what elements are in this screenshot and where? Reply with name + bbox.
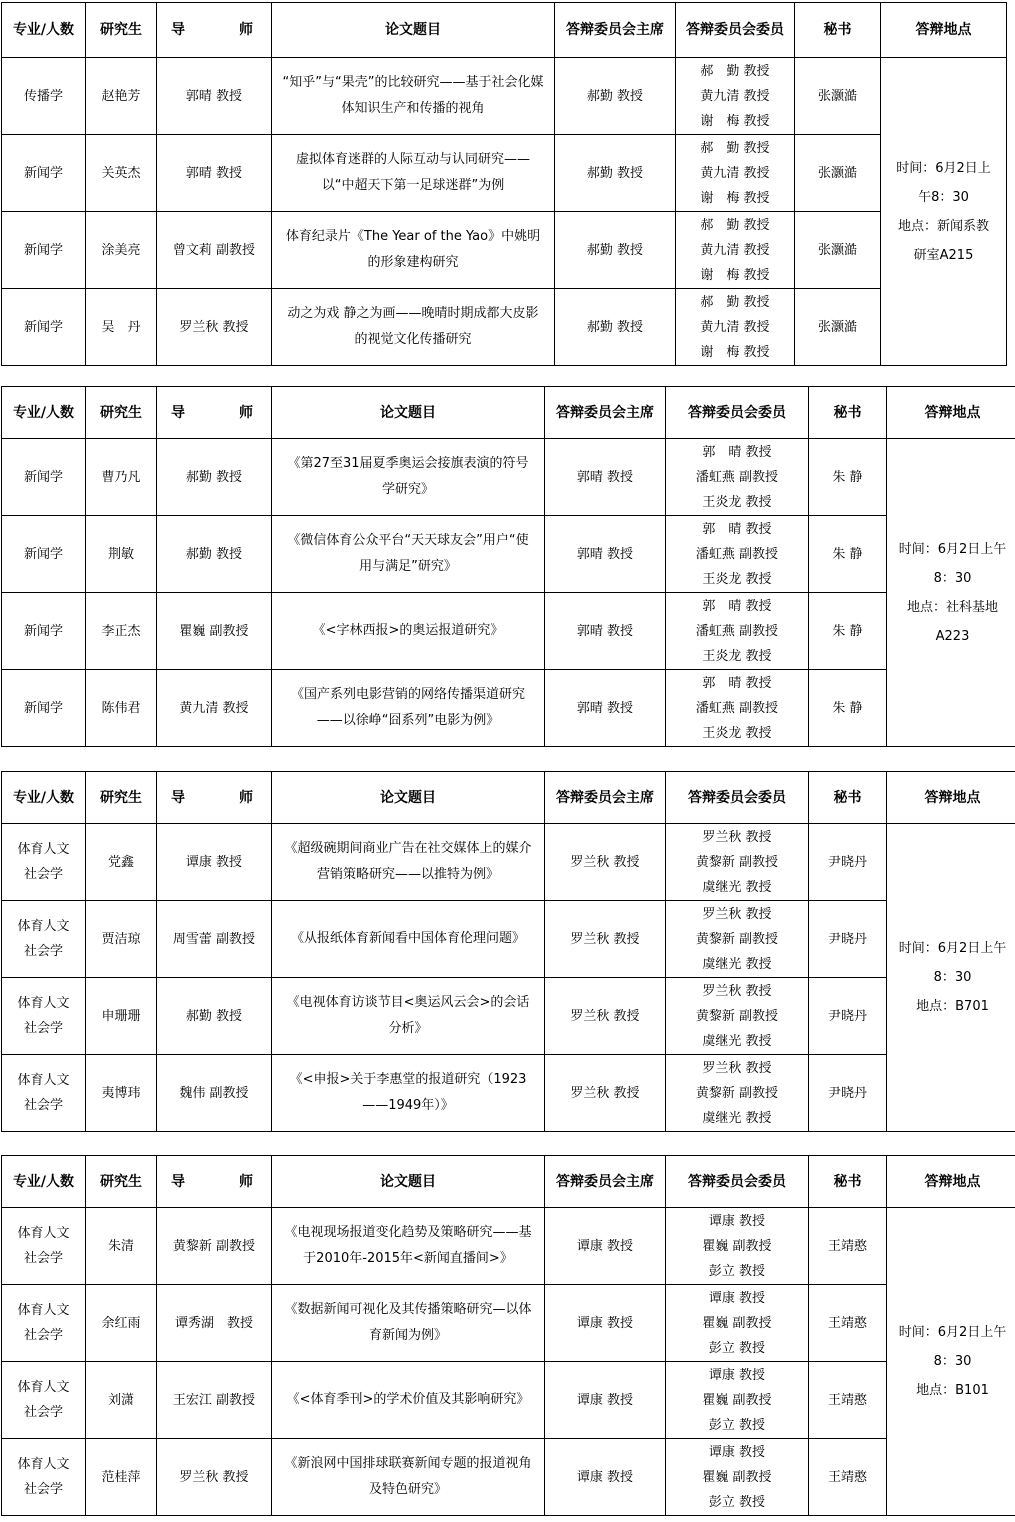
secretary-cell: 朱 静 xyxy=(809,670,887,747)
members-cell xyxy=(666,1055,809,1132)
advisor-cell: 罗兰秋 教授 xyxy=(157,289,272,366)
student-cell: 荆敏 xyxy=(86,516,157,593)
thesis-title-cell: 《微信体育公众平台“天天球友会”用户“使用与满足”研究》 xyxy=(272,516,545,593)
committee-member: 郝 勤 教授 xyxy=(700,217,770,233)
location-line: A223 xyxy=(935,628,970,644)
secretary-cell: 张灏澔 xyxy=(795,135,881,212)
chair-cell: 郭晴 教授 xyxy=(545,593,666,670)
major-cell xyxy=(2,289,86,366)
location-line: 时间：6月2日上午 xyxy=(898,1325,1007,1340)
table-row xyxy=(2,593,1015,670)
chair-cell: 谭康 教授 xyxy=(545,1439,666,1516)
header-members: 答辩委员会委员 xyxy=(676,3,795,58)
committee-member: 瞿巍 副教授 xyxy=(702,1315,772,1331)
header-chair: 答辩委员会主席 xyxy=(555,3,676,58)
student-cell: 贾洁琼 xyxy=(86,901,157,978)
chair-cell: 郝勤 教授 xyxy=(555,135,676,212)
table-row xyxy=(2,670,1015,747)
student-cell: 赵艳芳 xyxy=(86,58,157,135)
header-student: 研究生 xyxy=(86,3,157,58)
advisor-cell: 罗兰秋 教授 xyxy=(157,1439,272,1516)
chair-cell: 谭康 教授 xyxy=(545,1208,666,1285)
committee-member: 瞿巍 副教授 xyxy=(702,1469,772,1485)
table-row xyxy=(2,1362,1015,1439)
major-cell xyxy=(2,1208,86,1285)
committee-member: 虞继光 教授 xyxy=(702,956,772,972)
location-line: 时间：6月2日上午 xyxy=(898,541,1007,557)
major-line: 新闻学 xyxy=(23,546,63,562)
secretary-cell: 朱 静 xyxy=(809,439,887,516)
header-members: 答辩委员会委员 xyxy=(666,772,809,824)
major-line: 社会学 xyxy=(23,1098,63,1113)
chair-cell: 谭康 教授 xyxy=(545,1285,666,1362)
members-cell xyxy=(666,1362,809,1439)
thesis-title-cell: 《数据新闻可视化及其传播策略研究—以体育新闻为例》 xyxy=(272,1285,545,1362)
schedule-table xyxy=(1,2,1007,366)
secretary-cell: 王靖憨 xyxy=(809,1439,887,1516)
header-major: 专业/人数 xyxy=(2,1156,86,1208)
location-line: 时间：6月2日上午 xyxy=(898,941,1007,956)
thesis-title-cell: 《<字林西报>的奥运报道研究》 xyxy=(272,593,545,670)
header-major: 专业/人数 xyxy=(2,387,86,439)
members-cell xyxy=(666,1439,809,1516)
committee-member: 罗兰秋 教授 xyxy=(702,983,772,999)
chair-cell: 谭康 教授 xyxy=(545,1362,666,1439)
members-cell xyxy=(676,58,795,135)
header-row xyxy=(2,1156,1015,1208)
major-line: 体育人文 xyxy=(17,919,70,934)
secretary-cell: 王靖憨 xyxy=(809,1362,887,1439)
student-cell: 党鑫 xyxy=(86,824,157,901)
secretary-cell: 王靖憨 xyxy=(809,1208,887,1285)
chair-cell: 罗兰秋 教授 xyxy=(545,824,666,901)
chair-cell: 郝勤 教授 xyxy=(555,212,676,289)
table-row xyxy=(2,824,1015,901)
chair-cell: 郭晴 教授 xyxy=(545,670,666,747)
header-advisor-char-1: 导 xyxy=(171,1173,185,1190)
committee-member: 王炎龙 教授 xyxy=(702,571,772,587)
student-cell: 涂美亮 xyxy=(86,212,157,289)
thesis-title-cell: 《电视现场报道变化趋势及策略研究——基于2010年-2015年<新闻直播间>》 xyxy=(272,1208,545,1285)
members-cell xyxy=(666,516,809,593)
location-line: 研室A215 xyxy=(913,247,974,263)
table-row xyxy=(2,289,1007,366)
header-advisor-char-1: 导 xyxy=(171,404,185,421)
student-cell: 朱清 xyxy=(86,1208,157,1285)
committee-member: 虞继光 教授 xyxy=(702,1110,772,1126)
major-cell xyxy=(2,1285,86,1362)
secretary-cell: 尹晓丹 xyxy=(809,1055,887,1132)
advisor-cell: 周雪蕾 副教授 xyxy=(157,901,272,978)
location-line: 地点：B101 xyxy=(916,1383,989,1398)
major-cell xyxy=(2,1439,86,1516)
header-advisor-char-2: 师 xyxy=(239,1173,253,1190)
members-cell xyxy=(676,289,795,366)
major-line: 社会学 xyxy=(23,1021,63,1036)
major-line: 体育人文 xyxy=(17,1303,70,1318)
header-members: 答辩委员会委员 xyxy=(666,387,809,439)
table-row xyxy=(2,1439,1015,1516)
location-line: 午8：30 xyxy=(918,189,969,205)
header-advisor-char-2: 师 xyxy=(239,789,253,806)
committee-member: 谭康 教授 xyxy=(708,1367,766,1383)
table-row xyxy=(2,1208,1015,1285)
committee-member: 虞继光 教授 xyxy=(702,879,772,895)
table-row xyxy=(2,135,1007,212)
committee-member: 黄九清 教授 xyxy=(700,88,770,104)
major-line: 新闻学 xyxy=(23,319,63,335)
major-line: 体育人文 xyxy=(17,1380,70,1395)
advisor-cell: 魏伟 副教授 xyxy=(157,1055,272,1132)
committee-member: 谭康 教授 xyxy=(708,1444,766,1460)
thesis-title-cell: 《第27至31届夏季奥运会接旗表演的符号学研究》 xyxy=(272,439,545,516)
location-cell xyxy=(881,58,1007,366)
secretary-cell: 尹晓丹 xyxy=(809,978,887,1055)
location-cell xyxy=(887,1208,1015,1516)
advisor-cell: 郭晴 教授 xyxy=(157,58,272,135)
table-row xyxy=(2,516,1015,593)
header-advisor xyxy=(157,3,272,58)
header-location: 答辩地点 xyxy=(887,1156,1015,1208)
major-cell xyxy=(2,824,86,901)
committee-member: 谭康 教授 xyxy=(708,1290,766,1306)
committee-member: 瞿巍 副教授 xyxy=(702,1238,772,1254)
header-location: 答辩地点 xyxy=(881,3,1007,58)
secretary-cell: 张灏澔 xyxy=(795,289,881,366)
chair-cell: 罗兰秋 教授 xyxy=(545,978,666,1055)
schedule-table xyxy=(1,1155,1015,1516)
location-line: 地点：新闻系教 xyxy=(897,218,989,234)
major-cell xyxy=(2,1055,86,1132)
members-cell xyxy=(666,1285,809,1362)
secretary-cell: 尹晓丹 xyxy=(809,824,887,901)
major-line: 社会学 xyxy=(23,1405,63,1420)
major-line: 新闻学 xyxy=(23,623,63,639)
major-line: 传播学 xyxy=(23,88,63,104)
location-cell xyxy=(887,439,1015,747)
header-major: 专业/人数 xyxy=(2,772,86,824)
advisor-cell: 瞿巍 副教授 xyxy=(157,593,272,670)
major-line: 体育人文 xyxy=(17,1073,70,1088)
chair-cell: 郭晴 教授 xyxy=(545,439,666,516)
committee-member: 黄九清 教授 xyxy=(700,319,770,335)
advisor-cell: 王宏江 副教授 xyxy=(157,1362,272,1439)
header-chair: 答辩委员会主席 xyxy=(545,387,666,439)
header-location: 答辩地点 xyxy=(887,387,1015,439)
header-title: 论文题目 xyxy=(272,1156,545,1208)
committee-member: 郝 勤 教授 xyxy=(700,140,770,156)
student-cell: 李正杰 xyxy=(86,593,157,670)
location-line: 时间：6月2日上 xyxy=(896,160,991,176)
major-line: 社会学 xyxy=(23,1482,63,1497)
committee-member: 谢 梅 教授 xyxy=(700,267,770,283)
advisor-cell: 郭晴 教授 xyxy=(157,135,272,212)
thesis-title-cell: 《电视体育访谈节目<奥运风云会>的会话分析》 xyxy=(272,978,545,1055)
header-members: 答辩委员会委员 xyxy=(666,1156,809,1208)
members-cell xyxy=(666,901,809,978)
location-line: 8：30 xyxy=(933,570,972,586)
major-line: 体育人文 xyxy=(17,996,70,1011)
committee-member: 罗兰秋 教授 xyxy=(702,906,772,922)
major-cell xyxy=(2,593,86,670)
schedule-table xyxy=(1,771,1015,1132)
header-location: 答辩地点 xyxy=(887,772,1015,824)
header-major: 专业/人数 xyxy=(2,3,86,58)
members-cell xyxy=(666,593,809,670)
major-line: 体育人文 xyxy=(17,842,70,857)
major-line: 社会学 xyxy=(23,867,63,882)
thesis-title-cell: 体育纪录片《The Year of the Yao》中姚明的形象建构研究 xyxy=(272,212,555,289)
committee-member: 王炎龙 教授 xyxy=(702,648,772,664)
secretary-cell: 朱 静 xyxy=(809,516,887,593)
chair-cell: 郝勤 教授 xyxy=(555,289,676,366)
header-title: 论文题目 xyxy=(272,772,545,824)
committee-member: 郝 勤 教授 xyxy=(700,294,770,310)
committee-member: 彭立 教授 xyxy=(708,1263,766,1279)
advisor-cell: 谭秀湖 教授 xyxy=(157,1285,272,1362)
header-student: 研究生 xyxy=(86,772,157,824)
members-cell xyxy=(666,824,809,901)
table-row xyxy=(2,1285,1015,1362)
committee-member: 谢 梅 教授 xyxy=(700,344,770,360)
thesis-title-cell: 《<体育季刊>的学术价值及其影响研究》 xyxy=(272,1362,545,1439)
student-cell: 吴 丹 xyxy=(86,289,157,366)
major-cell xyxy=(2,1362,86,1439)
header-advisor xyxy=(157,772,272,824)
committee-member: 虞继光 教授 xyxy=(702,1033,772,1049)
committee-member: 郭 晴 教授 xyxy=(702,675,772,691)
table-row xyxy=(2,901,1015,978)
header-row xyxy=(2,772,1015,824)
header-secretary: 秘书 xyxy=(809,1156,887,1208)
student-cell: 申珊珊 xyxy=(86,978,157,1055)
committee-member: 郭 晴 教授 xyxy=(702,521,772,537)
members-cell xyxy=(666,670,809,747)
major-cell xyxy=(2,670,86,747)
members-cell xyxy=(676,135,795,212)
members-cell xyxy=(676,212,795,289)
student-cell: 陈伟君 xyxy=(86,670,157,747)
major-line: 社会学 xyxy=(23,1328,63,1343)
committee-member: 黄黎新 副教授 xyxy=(695,931,779,947)
header-secretary: 秘书 xyxy=(795,3,881,58)
major-cell xyxy=(2,978,86,1055)
secretary-cell: 尹晓丹 xyxy=(809,901,887,978)
committee-member: 黄黎新 副教授 xyxy=(695,1085,779,1101)
chair-cell: 郭晴 教授 xyxy=(545,516,666,593)
committee-member: 黄黎新 副教授 xyxy=(695,854,779,870)
header-secretary: 秘书 xyxy=(809,387,887,439)
header-row xyxy=(2,3,1007,58)
thesis-title-cell: 动之为戏 静之为画——晚晴时期成都大皮影的视觉文化传播研究 xyxy=(272,289,555,366)
chair-cell: 郝勤 教授 xyxy=(555,58,676,135)
header-secretary: 秘书 xyxy=(809,772,887,824)
table-row xyxy=(2,439,1015,516)
student-cell: 关英杰 xyxy=(86,135,157,212)
major-line: 体育人文 xyxy=(17,1226,70,1241)
committee-member: 郭 晴 教授 xyxy=(702,598,772,614)
advisor-cell: 郝勤 教授 xyxy=(157,439,272,516)
thesis-title-cell: 虚拟体育迷群的人际互动与认同研究——以“中超天下第一足球迷群”为例 xyxy=(272,135,555,212)
advisor-cell: 谭康 教授 xyxy=(157,824,272,901)
header-advisor-char-2: 师 xyxy=(239,404,253,421)
committee-member: 彭立 教授 xyxy=(708,1340,766,1356)
committee-member: 彭立 教授 xyxy=(708,1417,766,1433)
thesis-title-cell: “知乎”与“果壳”的比较研究——基于社会化媒体知识生产和传播的视角 xyxy=(272,58,555,135)
advisor-cell: 黄黎新 副教授 xyxy=(157,1208,272,1285)
location-line: 8：30 xyxy=(933,970,972,985)
student-cell: 曹乃凡 xyxy=(86,439,157,516)
committee-member: 郭 晴 教授 xyxy=(702,444,772,460)
thesis-title-cell: 《<申报>关于李惠堂的报道研究（1923——1949年）》 xyxy=(272,1055,545,1132)
committee-member: 罗兰秋 教授 xyxy=(702,829,772,845)
thesis-title-cell: 《从报纸体育新闻看中国体育伦理问题》 xyxy=(272,901,545,978)
table-row xyxy=(2,58,1007,135)
members-cell xyxy=(666,1208,809,1285)
thesis-title-cell: 《超级碗期间商业广告在社交媒体上的媒介营销策略研究——以推特为例》 xyxy=(272,824,545,901)
student-cell: 范桂萍 xyxy=(86,1439,157,1516)
table-row xyxy=(2,212,1007,289)
major-cell xyxy=(2,901,86,978)
location-cell xyxy=(887,824,1015,1132)
student-cell: 夷博玮 xyxy=(86,1055,157,1132)
members-cell xyxy=(666,978,809,1055)
committee-member: 王炎龙 教授 xyxy=(702,494,772,510)
committee-member: 谢 梅 教授 xyxy=(700,190,770,206)
members-cell xyxy=(666,439,809,516)
header-title: 论文题目 xyxy=(272,3,555,58)
committee-member: 彭立 教授 xyxy=(708,1494,766,1510)
major-cell xyxy=(2,58,86,135)
table-row xyxy=(2,978,1015,1055)
committee-member: 潘虹燕 副教授 xyxy=(695,700,779,716)
major-line: 新闻学 xyxy=(23,700,63,716)
major-cell xyxy=(2,135,86,212)
major-line: 社会学 xyxy=(23,1251,63,1266)
committee-member: 瞿巍 副教授 xyxy=(702,1392,772,1408)
student-cell: 余红雨 xyxy=(86,1285,157,1362)
committee-member: 王炎龙 教授 xyxy=(702,725,772,741)
committee-member: 潘虹燕 副教授 xyxy=(695,623,779,639)
committee-member: 黄黎新 副教授 xyxy=(695,1008,779,1024)
header-title: 论文题目 xyxy=(272,387,545,439)
header-chair: 答辩委员会主席 xyxy=(545,772,666,824)
chair-cell: 罗兰秋 教授 xyxy=(545,1055,666,1132)
chair-cell: 罗兰秋 教授 xyxy=(545,901,666,978)
committee-member: 谭康 教授 xyxy=(708,1213,766,1229)
major-line: 新闻学 xyxy=(23,242,63,258)
location-line: 地点：B701 xyxy=(916,999,989,1014)
major-cell xyxy=(2,439,86,516)
advisor-cell: 郝勤 教授 xyxy=(157,516,272,593)
committee-member: 谢 梅 教授 xyxy=(700,113,770,129)
major-cell xyxy=(2,516,86,593)
advisor-cell: 曾文莉 副教授 xyxy=(157,212,272,289)
thesis-title-cell: 《国产系列电影营销的网络传播渠道研究——以徐峥“囧系列”电影为例》 xyxy=(272,670,545,747)
secretary-cell: 朱 静 xyxy=(809,593,887,670)
header-advisor-char-2: 师 xyxy=(239,22,253,38)
header-advisor xyxy=(157,1156,272,1208)
header-chair: 答辩委员会主席 xyxy=(545,1156,666,1208)
committee-member: 潘虹燕 副教授 xyxy=(695,546,779,562)
secretary-cell: 张灏澔 xyxy=(795,212,881,289)
schedule-table xyxy=(1,386,1015,747)
header-advisor xyxy=(157,387,272,439)
major-line: 新闻学 xyxy=(23,165,63,181)
location-line: 8：30 xyxy=(933,1354,972,1369)
committee-member: 黄九清 教授 xyxy=(700,165,770,181)
header-advisor-char-1: 导 xyxy=(171,789,185,806)
advisor-cell: 郝勤 教授 xyxy=(157,978,272,1055)
major-line: 新闻学 xyxy=(23,469,63,485)
secretary-cell: 张灏澔 xyxy=(795,58,881,135)
student-cell: 刘潇 xyxy=(86,1362,157,1439)
major-line: 社会学 xyxy=(23,944,63,959)
major-cell xyxy=(2,212,86,289)
secretary-cell: 王靖憨 xyxy=(809,1285,887,1362)
header-student: 研究生 xyxy=(86,1156,157,1208)
major-line: 体育人文 xyxy=(17,1457,70,1472)
advisor-cell: 黄九清 教授 xyxy=(157,670,272,747)
header-advisor-char-1: 导 xyxy=(171,22,185,38)
table-row xyxy=(2,1055,1015,1132)
committee-member: 潘虹燕 副教授 xyxy=(695,469,779,485)
header-row xyxy=(2,387,1015,439)
committee-member: 郝 勤 教授 xyxy=(700,63,770,79)
header-student: 研究生 xyxy=(86,387,157,439)
committee-member: 黄九清 教授 xyxy=(700,242,770,258)
committee-member: 罗兰秋 教授 xyxy=(702,1060,772,1076)
location-line: 地点：社科基地 xyxy=(906,599,998,615)
thesis-title-cell: 《新浪网中国排球联赛新闻专题的报道视角及特色研究》 xyxy=(272,1439,545,1516)
